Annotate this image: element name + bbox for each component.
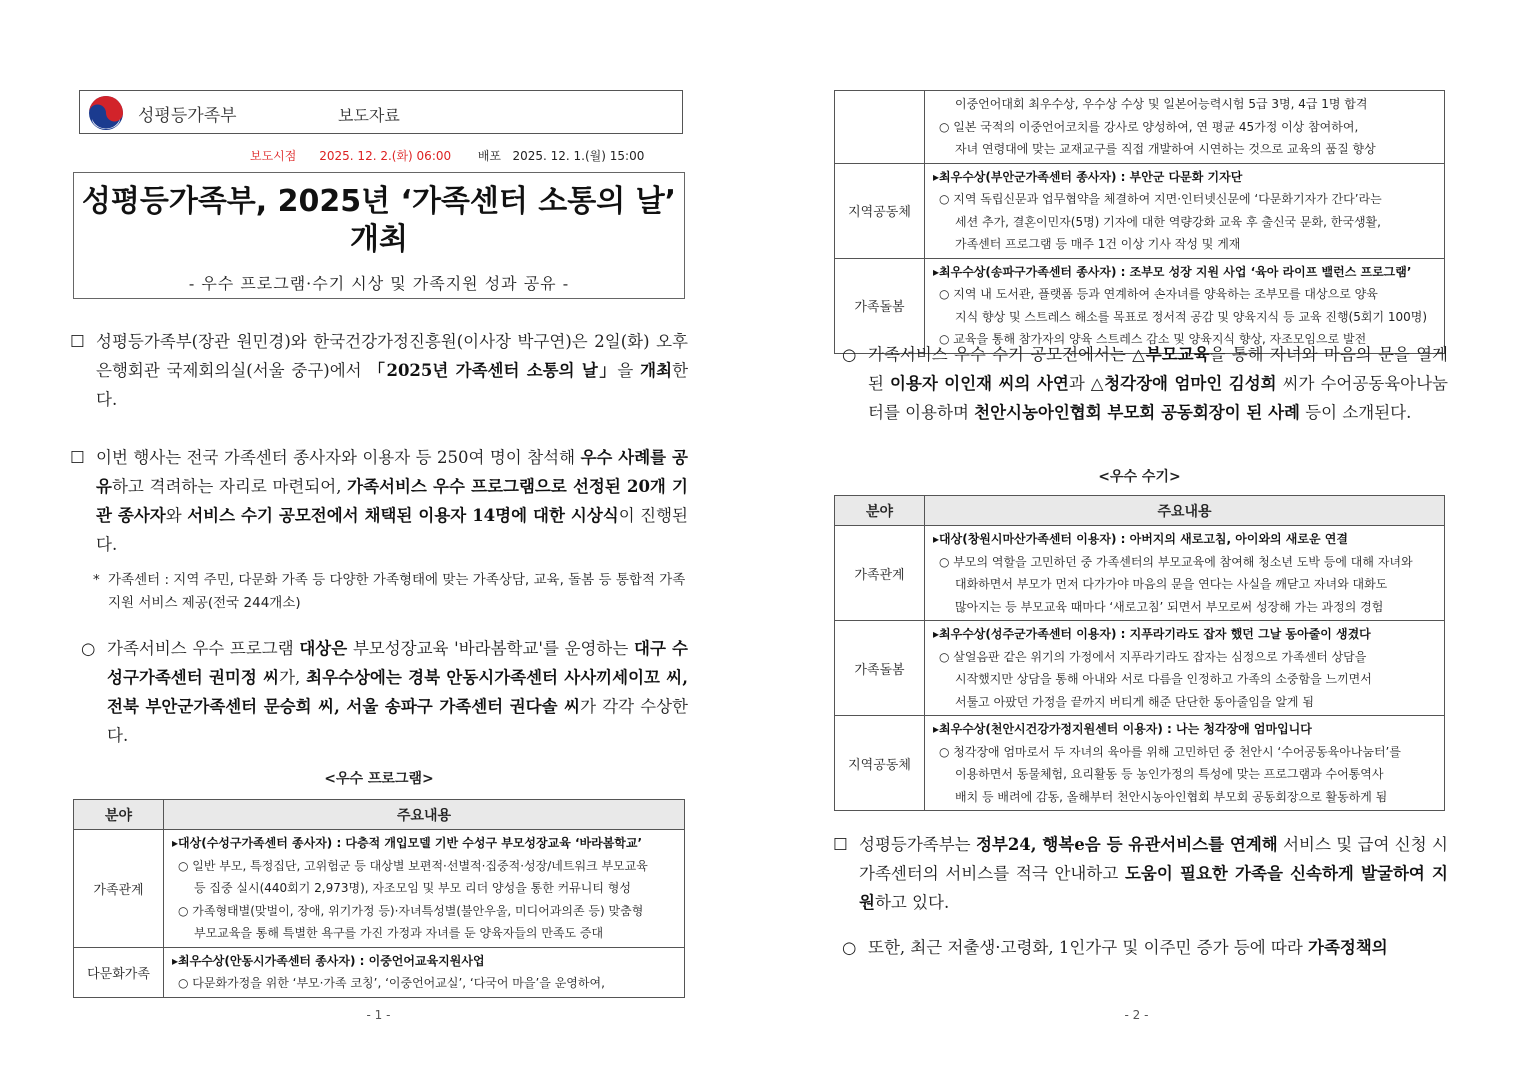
bold-text: 이용자 이인재 씨의 사연 — [889, 374, 1069, 393]
bullet-line: 시작했지만 상담을 통해 아내와 서로 다름을 인정하고 가족의 소중함을 느끼면서 — [955, 672, 1372, 686]
text: 성평등가족부(장관 원민경)와 한국건강가정진흥원(이사장 박구연)은 2일(화) 오후 은행회관 국제회의실(서울 중구)에서 — [96, 332, 688, 380]
text: 가 각각 수상한다. — [107, 697, 688, 745]
table-row — [835, 526, 1445, 621]
table-row — [835, 91, 1445, 164]
bullet-line: 등 집중 실시(440회기 2,973명), 자조모임 및 부모 리더 양성을 통한 커뮤니티 형성 — [194, 881, 631, 895]
bullet-line: 부모교육을 통해 특별한 욕구를 가진 가정과 자녀를 둔 양육자들의 만족도 증대 — [194, 926, 604, 940]
item-heading: ▸최우수상(부안군가족센터 종사자) : 부안군 다문화 기자단 — [933, 169, 1243, 184]
bold-text: 도움이 필요한 가족을 신속하게 발굴하여 지원 — [859, 864, 1448, 912]
content-cell — [925, 258, 1445, 353]
box-marker: ☐ — [833, 835, 848, 854]
box-marker: ☐ — [70, 448, 85, 467]
bold-text: 부모교육 — [1145, 345, 1210, 364]
text: 가, — [279, 668, 307, 687]
paragraph-4 — [842, 340, 1448, 427]
category-cell: 가족돌봄 — [835, 621, 925, 716]
bold-text: 개최 — [640, 361, 673, 380]
box-marker: ☐ — [70, 332, 85, 351]
category-cell — [835, 91, 925, 164]
bullet-line: ○ 청각장애 엄마로서 두 자녀의 육아를 위해 고민하던 중 천안시 ‘수어공동육아나눔터’를 — [939, 744, 1401, 759]
text: 와 — [165, 506, 188, 525]
essay-table — [834, 495, 1445, 811]
page-number: - 2 - — [1124, 1008, 1149, 1022]
text: 을 — [617, 361, 641, 380]
text: 한다. — [96, 361, 689, 409]
footnote-text: 가족센터 : 지역 주민, 다문화 가족 등 다양한 가족형태에 맞는 가족상담, 교육, 돌봄 등 통합적 가족지원 서비스 제공(전국 244개소) — [108, 572, 686, 611]
column-header: 주요내용 — [164, 800, 685, 830]
footnote — [93, 569, 688, 615]
text: 이 진행된다. — [96, 506, 688, 554]
title-box — [73, 172, 685, 299]
bullet-line: ○ 가족형태별(맞벌이, 장애, 위기가정 등)·자녀특성별(불안우울, 미디어과의존 등) 맞춤형 — [178, 903, 644, 918]
bold-text: 서비스 수기 공모전에서 채택된 이용자 14명에 대한 시상식 — [187, 506, 619, 525]
table-row — [835, 621, 1445, 716]
item-heading: ▸최우수상(성주군가족센터 이용자) : 지푸라기라도 잡자 했던 그날 동아줄이 생겼다 — [933, 627, 1371, 641]
page-2 — [758, 0, 1515, 1072]
content-cell — [925, 163, 1445, 258]
category-cell: 지역공동체 — [835, 163, 925, 258]
text: 등이 소개된다. — [1299, 403, 1412, 422]
circle-marker: ○ — [81, 639, 96, 658]
table-row — [74, 830, 685, 948]
item-heading: ▸대상(수성구가족센터 종사자) : 다층적 개입모델 기반 수성구 부모성장교육 ‘바라봄학교’ — [172, 836, 643, 850]
press-header — [79, 90, 683, 134]
bullet-line: 대화하면서 부모가 먼저 다가가야 마음의 문을 연다는 사실을 깨닫고 자녀와 대화도 — [955, 577, 1388, 591]
bullet-line: ○ 다문화가정을 위한 ‘부모·가족 코칭’, ‘이중언어교실’, ‘다국어 마을’을 운영하여, — [178, 976, 605, 990]
document-subtitle: - 우수 프로그램·수기 시상 및 가족지원 성과 공유 - — [188, 274, 570, 293]
program-table — [73, 799, 685, 998]
bold-text: 「2025년 가족센터 소통의 날」 — [368, 361, 618, 380]
circle-marker: ○ — [842, 345, 857, 364]
bold-text: 청각장애 엄마인 김성희 — [1104, 374, 1277, 393]
text: 또한, 최근 저출생·고령화, 1인가구 및 이주민 증가 등에 따라 — [868, 938, 1309, 957]
table-caption: <우수 수기> — [1098, 469, 1181, 485]
text: 서비스 및 급여 신청 시 가족센터의 서비스를 적극 안내하고 — [859, 835, 1448, 883]
column-header: 주요내용 — [925, 496, 1445, 526]
bullet-line: ○ 교육을 통해 참가자의 양육 스트레스 감소 및 양육지식 향상, 자조모임으로 발전 — [939, 332, 1367, 346]
bullet-line: 많아지는 등 부모교육 때마다 ‘새로고침’ 되면서 부모로써 성장해 가는 과정의 경험 — [955, 599, 1384, 614]
category-cell: 다문화가족 — [74, 947, 164, 997]
text: 씨가 수어공동육아나눔터를 이용하며 — [868, 374, 1448, 422]
bold-text: 대구 수성구가족센터 권미정 씨 — [107, 639, 688, 687]
bullet-line: 서툴고 아팠던 가정을 끝까지 버티게 해준 단단한 동아줄임을 알게 됨 — [955, 694, 1314, 709]
bold-text: 최우수상에는 경북 안동시가족센터 사사끼세이꼬 씨, 전북 부안군가족센터 문승희 씨, 서울 송파구 가족센터 권다솔 씨 — [107, 668, 688, 716]
page-number: - 1 - — [366, 1008, 391, 1022]
bold-text: 천안시농아인협회 부모회 공동회장이 된 사례 — [974, 403, 1300, 422]
bullet-line: 이용하면서 동물체험, 요리활동 등 농인가정의 특성에 맞는 프로그램과 수어통역사 — [955, 767, 1384, 781]
bullet-line: 자녀 연령대에 맞는 교재교구를 직접 개발하여 시연하는 것으로 교육의 품질 향상 — [955, 142, 1376, 156]
paragraph-1 — [70, 327, 689, 414]
content-cell — [925, 716, 1445, 811]
item-heading: ▸최우수상(천안시건강가정지원센터 이용자) : 나는 청각장애 엄마입니다 — [933, 722, 1312, 736]
release-label: 배포 — [477, 149, 502, 163]
page-1 — [0, 0, 757, 1072]
bold-text: 정부24, 행복e음 등 유관서비스를 연계해 — [975, 835, 1278, 854]
bullet-line: ○ 지역 독립신문과 업무협약을 체결하여 지면·인터넷신문에 ‘다문화기자가 간다’라는 — [939, 192, 1382, 206]
bullet-line: 지식 향상 및 스트레스 해소를 목표로 정서적 공감 및 양육지식 등 교육 진행(5회기 100명) — [955, 309, 1428, 324]
text: 을 통해 자녀와 마음의 문을 열게 된 — [868, 345, 1448, 393]
release-dates — [250, 147, 644, 164]
item-heading: ▸대상(창원시마산가족센터 이용자) : 아버지의 새로고침, 아이와의 새로운 연결 — [933, 532, 1348, 546]
category-cell: 가족관계 — [835, 526, 925, 621]
bullet-line: 이중언어대회 최우수상, 우수상 수상 및 일본어능력시험 5급 3명, 4급 1명 합격 — [955, 97, 1368, 111]
table-caption: <우수 프로그램> — [324, 771, 434, 787]
content-cell — [925, 621, 1445, 716]
bullet-line: ○ 지역 내 도서관, 플랫폼 등과 연계하여 손자녀를 양육하는 조부모를 대상으로 양육 — [939, 287, 1378, 301]
text: 하고 있다. — [874, 893, 950, 912]
bullet-line: ○ 살얼음판 같은 위기의 가정에서 지푸라기라도 잡자는 심정으로 가족센터 상담을 — [939, 649, 1367, 664]
bullet-line: ○ 일본 국적의 이중언어코치를 강사로 양성하여, 연 평균 45가정 이상 참여하여, — [939, 119, 1359, 134]
paragraph-2 — [70, 443, 689, 559]
bullet-line: 배치 등 배려에 감동, 올해부터 천안시농아인협회 부모회 공동회장으로 활동하게 됨 — [955, 789, 1388, 804]
table-row — [74, 947, 685, 997]
bullet-line: 세션 추가, 결혼이민자(5명) 기자에 대한 역량강화 교육 후 출신국 문화, 한국생활, — [955, 214, 1381, 229]
category-cell: 가족돌봄 — [835, 258, 925, 353]
circle-marker: ○ — [842, 938, 857, 957]
bold-text: 우수 사례를 공유 — [96, 448, 689, 496]
item-heading: ▸최우수상(안동시가족센터 종사자) : 이중언어교육지원사업 — [172, 953, 485, 968]
text: 부모성장교육 '바라봄학교'를 운영하는 — [347, 639, 634, 658]
bold-text: 가족서비스 우수 프로그램으로 선정된 20개 기관 종사자 — [96, 477, 688, 525]
content-cell — [925, 526, 1445, 621]
category-cell: 가족관계 — [74, 830, 164, 948]
bullet-line: ○ 일반 부모, 특정집단, 고위험군 등 대상별 보편적·선별적·집중적·성장/네트워크 부모교육 — [178, 858, 648, 873]
asterisk-marker: * — [93, 572, 100, 588]
bullet-line: 가족센터 프로그램 등 매주 1건 이상 기사 작성 및 게재 — [955, 237, 1241, 251]
bullet-line: ○ 부모의 역할을 고민하던 중 가족센터의 부모교육에 참여해 청소년 도박 등에 대해 자녀와 — [939, 554, 1413, 569]
text: 성평등가족부는 — [859, 835, 976, 854]
table-row — [835, 163, 1445, 258]
text: 가족서비스 우수 프로그램 — [107, 639, 300, 658]
content-cell — [925, 91, 1445, 164]
bold-text: 대상은 — [299, 639, 348, 658]
item-heading: ▸최우수상(송파구가족센터 종사자) : 조부모 성장 지원 사업 ‘육아 라이프 밸런스 프로그램’ — [933, 264, 1412, 279]
text: 이번 행사는 전국 가족센터 종사자와 이용자 등 250여 명이 참석해 — [96, 448, 581, 467]
release-value: 2025. 12. 1.(월) 15:00 — [512, 149, 645, 163]
table-row — [835, 716, 1445, 811]
table-row — [835, 258, 1445, 353]
ministry-name: 성평등가족부 — [138, 106, 237, 126]
paragraph-6 — [842, 933, 1448, 962]
paragraph-5 — [833, 830, 1448, 917]
table-header-row — [835, 496, 1445, 526]
text: 과 △ — [1068, 374, 1105, 393]
category-cell: 지역공동체 — [835, 716, 925, 811]
embargo-value: 2025. 12. 2.(화) 06:00 — [319, 149, 452, 163]
content-cell — [164, 830, 685, 948]
embargo-label: 보도시점 — [250, 149, 297, 163]
column-header: 분야 — [835, 496, 925, 526]
title-line-2: 개최 — [350, 222, 408, 257]
bold-text: 가족정책의 — [1308, 938, 1388, 957]
government-logo-icon — [88, 95, 124, 131]
column-header: 분야 — [74, 800, 164, 830]
content-cell — [164, 947, 685, 997]
document-title — [74, 173, 684, 259]
document-kind: 보도자료 — [338, 106, 400, 125]
title-line-1: 성평등가족부, 2025년 ‘가족센터 소통의 날’ — [81, 184, 677, 219]
table-header-row — [74, 800, 685, 830]
program-table-continued — [834, 90, 1445, 354]
text: 가족서비스 우수 수기 공모전에서는 △ — [868, 345, 1146, 364]
text: 하고 격려하는 자리로 마련되어, — [111, 477, 348, 496]
paragraph-3 — [81, 634, 688, 750]
